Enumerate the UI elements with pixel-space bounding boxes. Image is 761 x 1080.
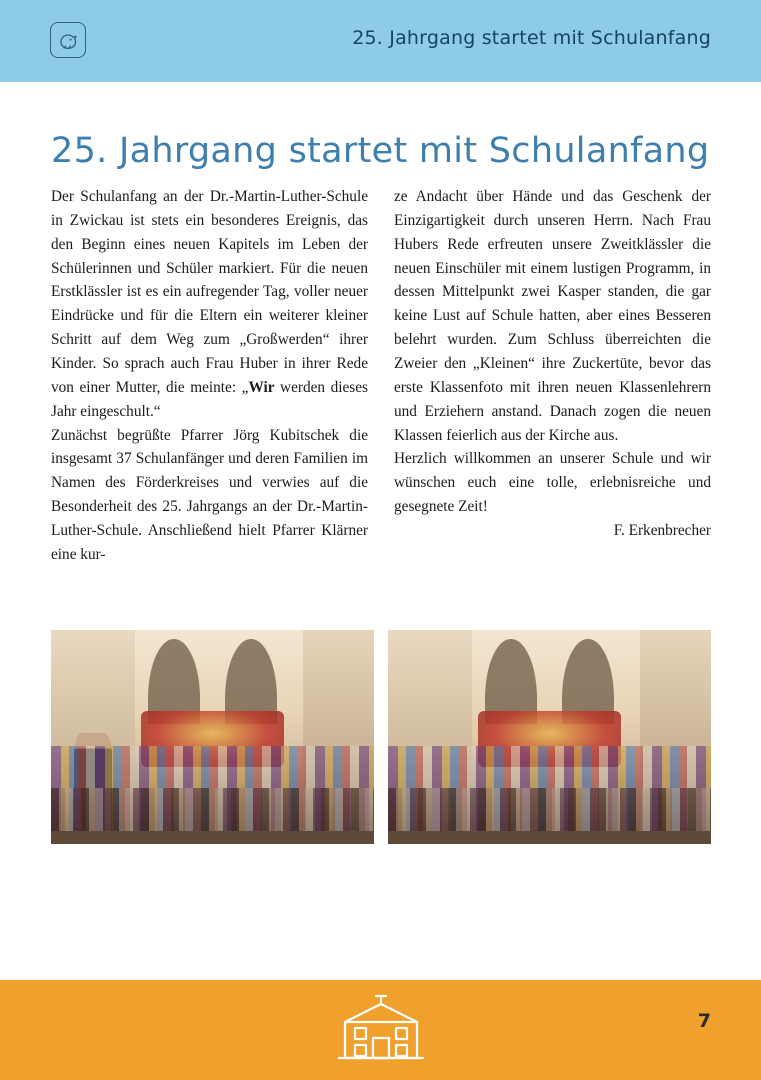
emphasis-wir: Wir xyxy=(248,378,275,396)
article-columns xyxy=(51,185,711,567)
page-body xyxy=(0,82,761,980)
page-title: 25. Jahrgang startet mit Schulanfang xyxy=(51,131,710,172)
school-building-icon xyxy=(327,988,435,1066)
paragraph-left-2: Zunächst begrüßte Pfarrer Jörg Kubitschek die insgesamt 37 Schulanfänger und deren Familien im Namen des Förderkreises und verwies auf die Besonderheit des 25. Jahrgangs an der Dr.-Martin-Luther-Schule. Anschließend hielt Pfarrer Klärner eine kur- xyxy=(51,426,368,563)
article-signature: F. Erkenbrecher xyxy=(613,522,711,540)
page-header xyxy=(0,0,761,82)
paragraph-right-1: ze Andacht über Hände und das Geschenk der Einzigartigkeit durch unseren Herrn. Nach Frau Hubers Rede erfreuten unsere Zweitklässler die neuen Einschüler mit einem lustigen Programm, in dessen Mittelpunkt zwei Kasper standen, die gar keine Lust auf Schule hatten, aber eines Besseren belehrt wurden. Zum Schluss überreichten die Zweier den „Kleinen“ ihre Zuckertüte, bevor das erste Klassenfoto mit ihren neuen Klassenlehrern und Erziehern anstand. Danach zogen die neuen Klassen feierlich aus der Kirche aus. xyxy=(394,188,711,444)
column-right xyxy=(394,185,711,567)
text-left-part1: Der Schulanfang an der Dr.-Martin-Luther-Schule in Zwickau ist stets ein besonderes Ereignis, das den Beginn eines neuen Kapitels im Leben der Schülerinnen und Schüler markiert. Für die neuen Erstklässler ist es ein aufregender Tag, voller neuer Eindrücke und für die Eltern ein weiterer kleiner Schritt auf dem Weg zum „Großwerden“ ihrer Kinder. So sprach auch Frau Huber in ihrer Rede von einer Mutter, die meinte: „ xyxy=(51,188,368,396)
text-left-part2: werden dieses Jahr eingeschult.“ xyxy=(51,378,368,420)
photo-schulanfang-kirche-gruppe-2 xyxy=(388,630,711,844)
page-number: 7 xyxy=(697,1010,711,1032)
running-title: 25. Jahrgang startet mit Schulanfang xyxy=(352,27,711,49)
paragraph-left-1 xyxy=(51,185,368,424)
photo-row xyxy=(51,630,711,844)
page-footer xyxy=(0,980,761,1080)
paragraph-right-2: Herzlich willkommen an unserer Schule und wir wünschen euch eine tolle, erlebnisreiche und gesegnete Zeit! xyxy=(394,450,711,516)
photo-schulanfang-kirche-gruppe-1 xyxy=(51,630,374,844)
bird-logo-icon xyxy=(50,22,86,58)
column-left xyxy=(51,185,368,567)
